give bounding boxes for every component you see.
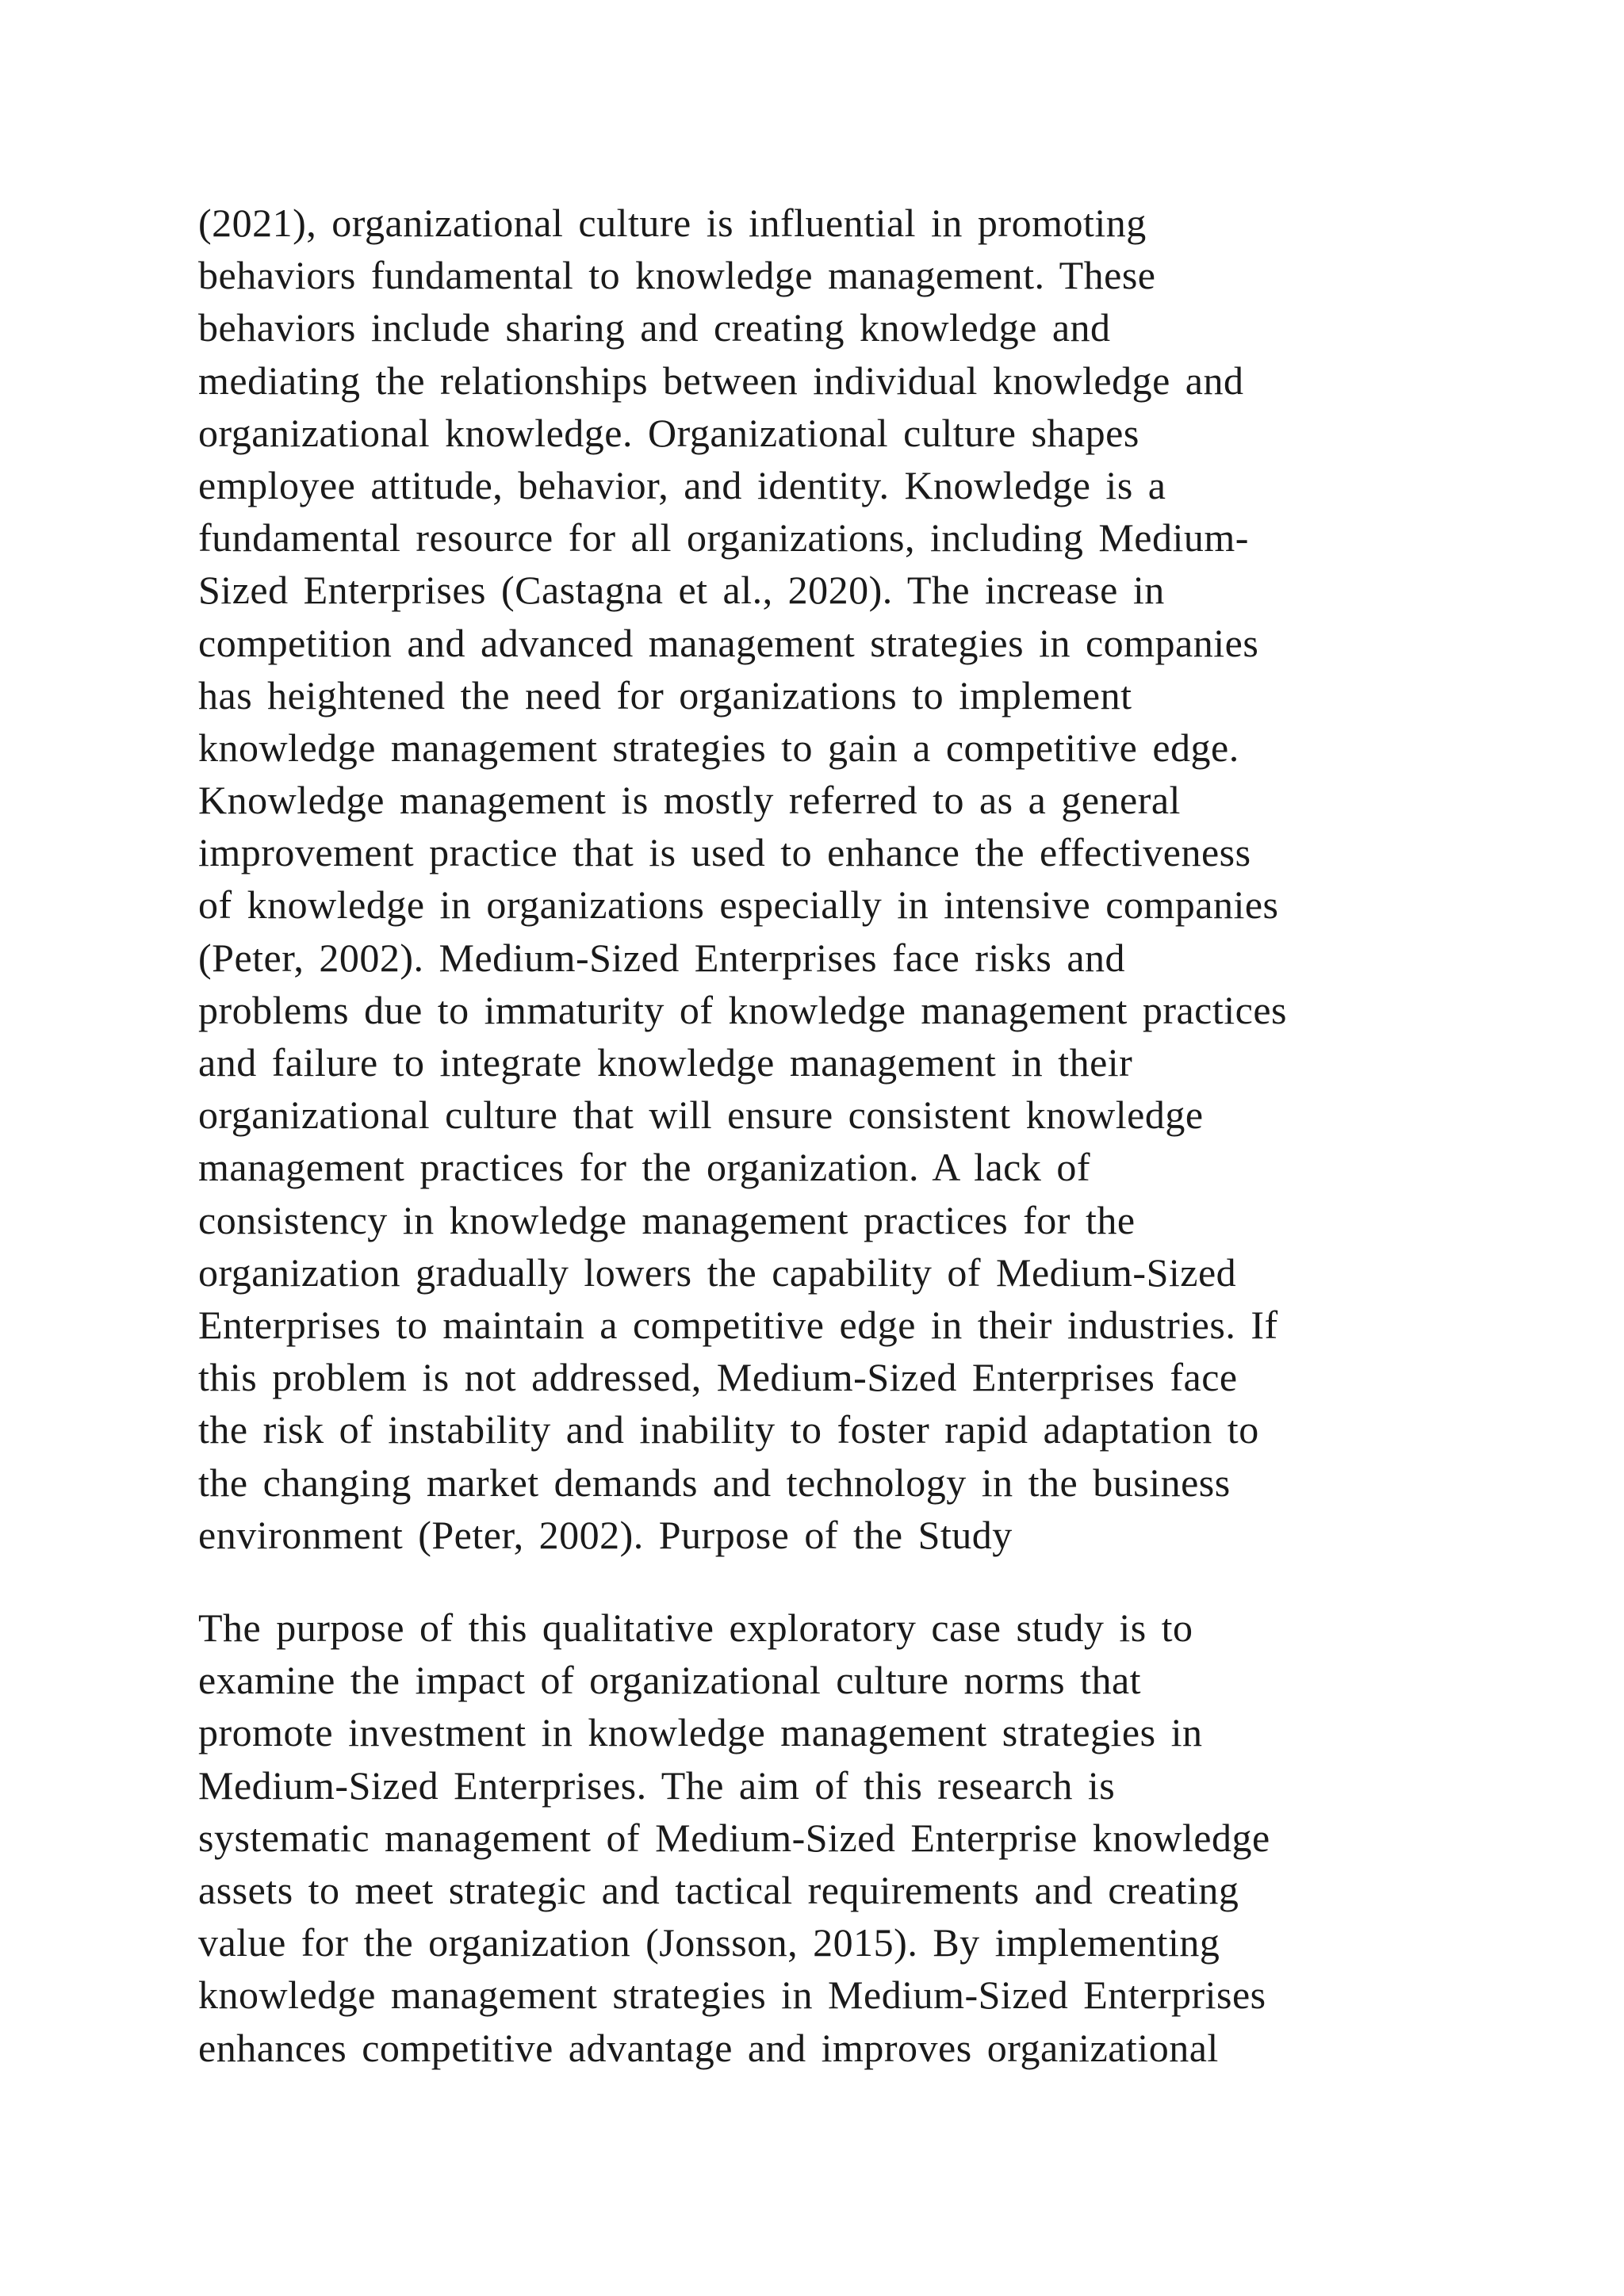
- text-line: Enterprises to maintain a competitive edge in their industries. If: [198, 1302, 1278, 1347]
- text-line: Sized Enterprises (Castagna et al., 2020). The increase in: [198, 568, 1165, 613]
- text-line: employee attitude, behavior, and identity. Knowledge is a: [198, 462, 1166, 507]
- text-line: promote investment in knowledge management strategies in: [198, 1710, 1203, 1755]
- text-line: knowledge management strategies to gain a competitive edge.: [198, 725, 1239, 770]
- text-line: management practices for the organization. A lack of: [198, 1145, 1091, 1190]
- text-line: improvement practice that is used to enhance the effectiveness: [198, 830, 1251, 875]
- text-line: and failure to integrate knowledge management in their: [198, 1040, 1133, 1085]
- paragraph-purpose-of-study: [198, 1601, 1435, 2074]
- text-line: enhances competitive advantage and improves organizational: [198, 2025, 1219, 2070]
- text-line: fundamental resource for all organizations, including Medium-: [198, 515, 1249, 561]
- text-line: the risk of instability and inability to foster rapid adaptation to: [198, 1407, 1259, 1452]
- text-line: examine the impact of organizational culture norms that: [198, 1658, 1142, 1703]
- text-line: mediating the relationships between individual knowledge and: [198, 358, 1244, 403]
- text-line: systematic management of Medium-Sized Enterprise knowledge: [198, 1815, 1270, 1860]
- text-line: the changing market demands and technology in the business: [198, 1460, 1231, 1505]
- text-line: behaviors include sharing and creating knowledge and: [198, 305, 1111, 350]
- text-line: problems due to immaturity of knowledge management practices: [198, 987, 1288, 1032]
- text-line: behaviors fundamental to knowledge management. These: [198, 253, 1156, 298]
- text-line: this problem is not addressed, Medium-Sized Enterprises face: [198, 1355, 1238, 1400]
- text-line: assets to meet strategic and tactical requirements and creating: [198, 1867, 1239, 1912]
- text-line: (Peter, 2002). Medium-Sized Enterprises face risks and: [198, 935, 1126, 980]
- text-line: The purpose of this qualitative exploratory case study is to: [198, 1605, 1193, 1650]
- text-line: organizational knowledge. Organizational culture shapes: [198, 410, 1139, 455]
- text-line: of knowledge in organizations especially in intensive companies: [198, 882, 1279, 928]
- text-line: organization gradually lowers the capability of Medium-Sized: [198, 1249, 1237, 1295]
- text-line: knowledge management strategies in Medium-Sized Enterprises: [198, 1973, 1266, 2018]
- text-line: competition and advanced management strategies in companies: [198, 620, 1259, 665]
- paragraph-organizational-culture: [198, 197, 1435, 1561]
- text-line: Knowledge management is mostly referred to as a general: [198, 778, 1181, 823]
- text-line: consistency in knowledge management practices for the: [198, 1197, 1136, 1242]
- text-line: (2021), organizational culture is influential in promoting: [198, 201, 1147, 245]
- text-line: Medium-Sized Enterprises. The aim of this research is: [198, 1762, 1116, 1808]
- text-line: environment (Peter, 2002). Purpose of the Study: [198, 1512, 1013, 1557]
- text-line: organizational culture that will ensure consistent knowledge: [198, 1093, 1204, 1138]
- text-line: value for the organization (Jonsson, 2015). By implementing: [198, 1920, 1220, 1965]
- text-line: has heightened the need for organizations to implement: [198, 672, 1132, 718]
